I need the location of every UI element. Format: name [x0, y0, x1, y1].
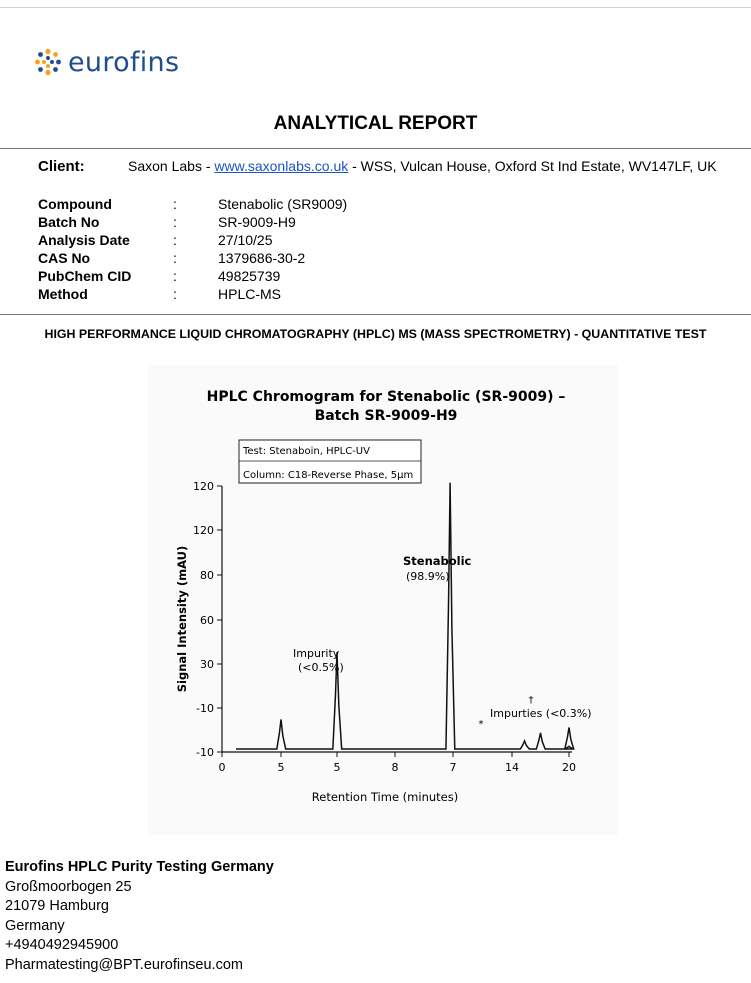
- detail-row-compound: [38, 195, 347, 213]
- y-tick-label: 120: [193, 524, 214, 537]
- footer-line: 21079 Hamburg: [5, 898, 109, 915]
- y-tick-label: 60: [200, 614, 214, 627]
- detail-row-date: [38, 231, 347, 249]
- detail-label: Analysis Date: [38, 232, 130, 248]
- details-divider: [0, 314, 751, 315]
- detail-separator: :: [173, 232, 177, 248]
- detail-row-cas: [38, 249, 347, 267]
- details-table: [38, 195, 347, 303]
- footer-email[interactable]: Pharmatesting@BPT.eurofinseu.com: [5, 956, 243, 973]
- impurity-marker-icon: *: [478, 719, 484, 730]
- y-axis-label: Signal Intensity (mAU): [175, 545, 189, 693]
- footer-line: Großmoorbogen 25: [5, 878, 132, 895]
- logo-text: eurofins: [68, 46, 180, 78]
- footer-company-name: Eurofins HPLC Purity Testing Germany: [5, 859, 274, 875]
- section-title: HIGH PERFORMANCE LIQUID CHROMATOGRAPHY (HPLC) MS (MASS SPECTROMETRY) - QUANTITATIVE TEST: [44, 327, 707, 341]
- detail-label: Batch No: [38, 214, 100, 230]
- y-tick-label: 30: [200, 658, 214, 671]
- x-tick-label: 14: [505, 761, 519, 774]
- y-tick-label: -10: [196, 702, 214, 715]
- stenabolic-percent: (98.9%): [406, 570, 450, 583]
- report-title: ANALYTICAL REPORT: [273, 113, 478, 134]
- info-box-line: Column: C18-Reverse Phase, 5µm: [243, 470, 414, 481]
- detail-value: SR-9009-H9: [218, 214, 296, 230]
- detail-row-pubchem: [38, 267, 347, 285]
- stenabolic-annotation: Stenabolic: [403, 554, 472, 568]
- impurities-annotation: Impurties (<0.3%): [490, 707, 592, 720]
- x-tick-label: 5: [333, 761, 341, 774]
- footer-line: +4940492945900: [5, 937, 119, 954]
- detail-separator: :: [173, 196, 177, 212]
- impurity-marker-icon: †: [528, 695, 534, 706]
- x-tick-label: 8: [391, 761, 399, 774]
- detail-separator: :: [173, 250, 177, 266]
- x-tick-label: 7: [449, 761, 457, 774]
- hplc-chromatogram-chart: [148, 365, 618, 835]
- detail-label: Method: [38, 286, 88, 302]
- detail-value: 1379686-30-2: [218, 250, 306, 266]
- top-border: [0, 7, 751, 8]
- client-address: - WSS, Vulcan House, Oxford St Ind Estate, WV147LF, UK: [348, 158, 717, 174]
- detail-label: CAS No: [38, 250, 91, 266]
- detail-label: Compound: [38, 196, 112, 212]
- detail-value: Stenabolic (SR9009): [218, 196, 348, 212]
- x-tick-label: 0: [218, 761, 226, 774]
- impurity-annotation: Impurity: [293, 647, 340, 660]
- detail-label: PubChem CID: [38, 268, 132, 284]
- x-tick-label: 20: [562, 761, 576, 774]
- client-website-link[interactable]: www.saxonlabs.co.uk: [214, 158, 349, 174]
- x-axis-label: Retention Time (minutes): [311, 790, 459, 804]
- info-box-line: Test: Stenaboin, HPLC-UV: [243, 446, 370, 457]
- client-name: Saxon Labs -: [128, 158, 215, 174]
- detail-row-method: [38, 285, 347, 303]
- y-tick-label: -10: [196, 746, 214, 759]
- client-label: Client:: [38, 158, 85, 175]
- y-tick-label: 80: [200, 569, 214, 582]
- detail-value: 49825739: [218, 268, 281, 284]
- footer-line: Germany: [5, 917, 65, 934]
- detail-value: HPLC-MS: [218, 286, 282, 302]
- detail-row-batch: [38, 213, 347, 231]
- y-tick-label: 120: [193, 480, 214, 493]
- eurofins-logo: [34, 44, 179, 80]
- eurofins-dots-logo-icon: [34, 48, 62, 76]
- client-line: [38, 158, 717, 175]
- detail-separator: :: [173, 286, 177, 302]
- chart-title-line2: Batch SR-9009-H9: [314, 408, 458, 424]
- detail-separator: :: [173, 268, 177, 284]
- detail-separator: :: [173, 214, 177, 230]
- detail-value: 27/10/25: [218, 232, 273, 248]
- impurity-percent: (<0.5%): [298, 661, 344, 674]
- footer-address: [5, 858, 274, 976]
- x-tick-label: 5: [277, 761, 285, 774]
- title-divider: [0, 148, 751, 149]
- chart-title-line1: HPLC Chromogram for Stenabolic (SR-9009) –: [206, 389, 566, 405]
